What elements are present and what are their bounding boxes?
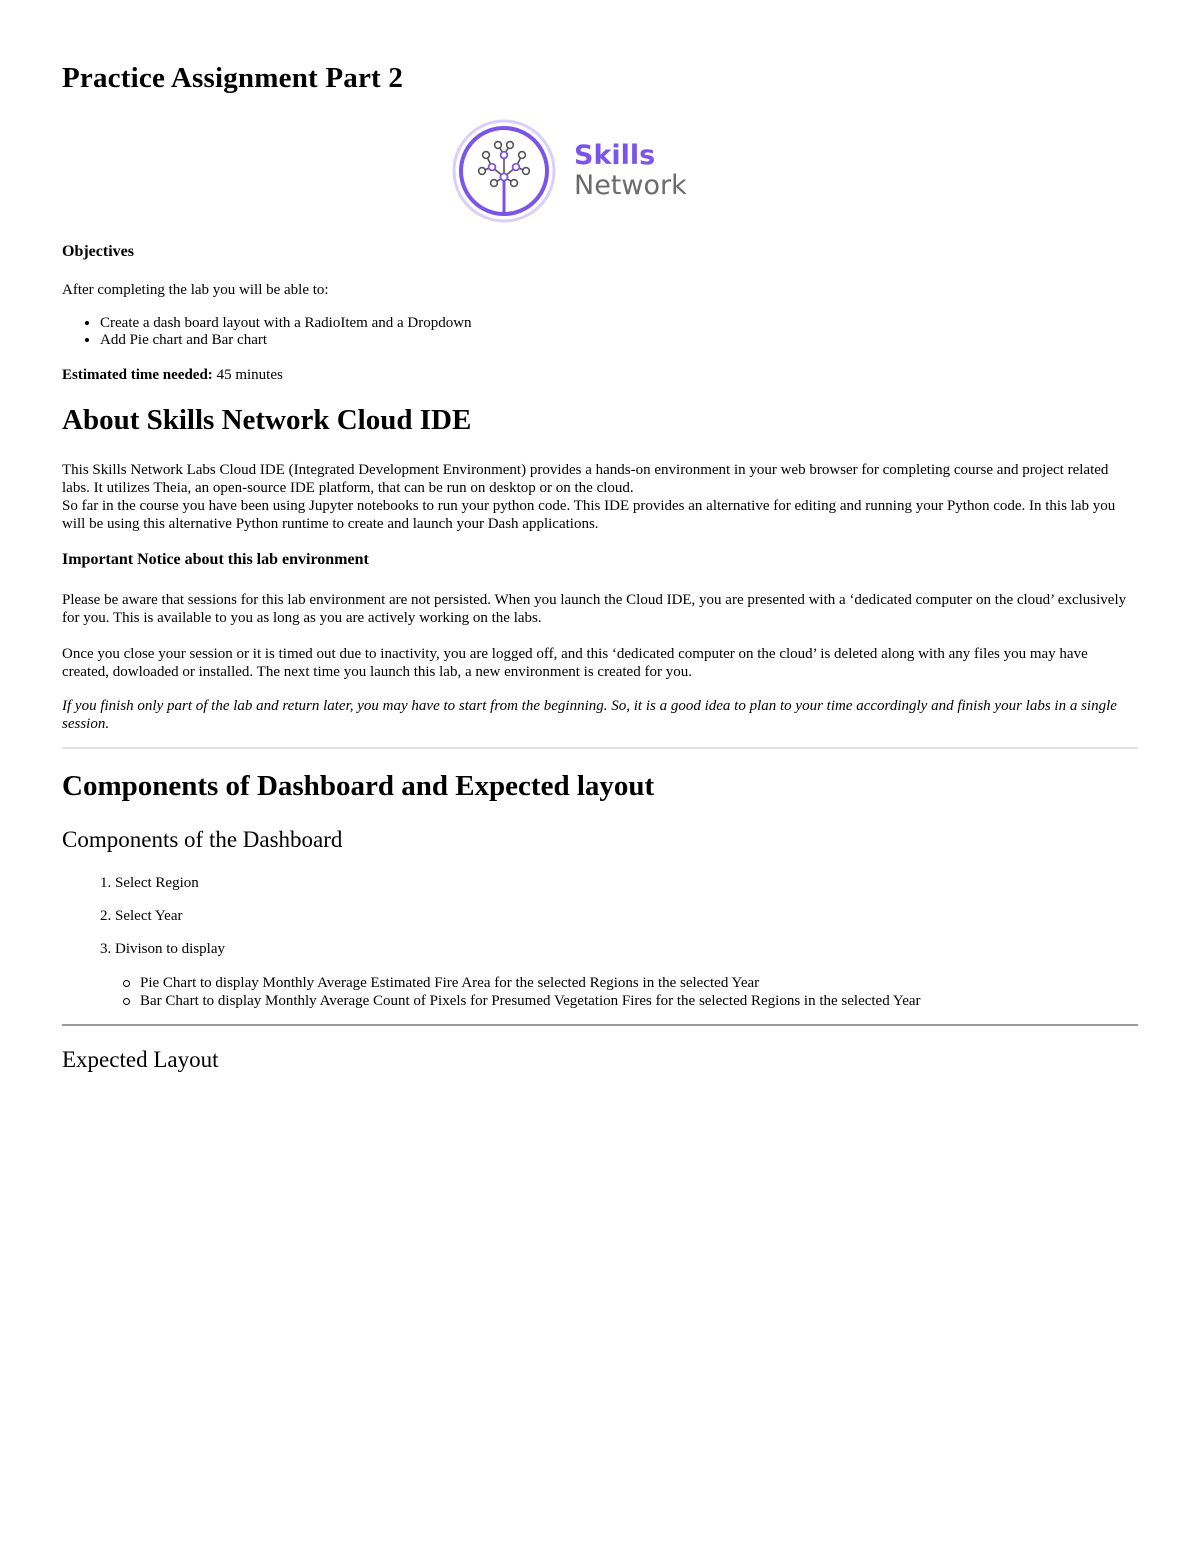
objectives-heading: Objectives — [62, 243, 134, 260]
division-sub-list — [140, 974, 921, 1010]
list-item: 2. Select Year — [100, 908, 183, 924]
list-item: • Create a dash board layout with a RadioItem and a Dropdown — [100, 315, 472, 332]
logo-brand-top: Skills — [574, 139, 656, 171]
components-steps — [62, 874, 225, 973]
skills-network-logo — [452, 118, 702, 224]
about-heading: About Skills Network Cloud IDE — [62, 404, 472, 436]
divider — [62, 1024, 1138, 1026]
notice-para-3 — [62, 697, 1138, 733]
estimated-time-value: 45 minutes — [212, 367, 283, 383]
about-para-2: So far in the course you have been using Jupyter notebooks to run your python code. This IDE provides an alternative for editing and running your Python code. In this lab you will be using this alternative Python runtime to create and launch your Dash applications. — [62, 498, 1116, 532]
notice-para-1: Please be aware that sessions for this lab environment are not persisted. When you launch the Cloud IDE, you are presented with a ‘dedicated computer on the cloud’ exclusively for you. This is available to you as long as you are actively working on the labs. — [62, 592, 1127, 626]
logo-brand-bottom: Network — [574, 170, 687, 201]
about-text — [62, 461, 1138, 533]
about-para-1: This Skills Network Labs Cloud IDE (Integrated Development Environment) provides a hands-on environment in your web browser for completing course and project related labs. It utilizes Theia, an open-source IDE platform, that can be run on desktop or on the cloud. — [62, 462, 1109, 496]
list-item: 1. Select Region — [100, 875, 199, 891]
components-heading: Components of Dashboard and Expected layout — [62, 770, 655, 802]
skills-network-tree-icon — [452, 119, 556, 223]
notice-italic: If you finish only part of the lab and return later, you may have to start from the beginning. So, it is a good idea to plan to your time accordingly and finish your labs in a single session. — [62, 698, 1117, 732]
list-item: Pie Chart to display Monthly Average Estimated Fire Area for the selected Regions in the selected Year — [140, 974, 921, 992]
notice-heading: Important Notice about this lab environment — [62, 551, 369, 568]
list-item: Bar Chart to display Monthly Average Count of Pixels for Presumed Vegetation Fires for the selected Regions in the selected Year — [140, 993, 921, 1009]
estimated-time — [62, 366, 283, 384]
notice-para-2: Once you close your session or it is timed out due to inactivity, you are logged off, and this ‘dedicated computer on the cloud’ is deleted along with any files you may have created, dowloaded or installed. The next time you launch this lab, a new environment is created for you. — [62, 646, 1088, 680]
objectives-intro: After completing the lab you will be able to: — [62, 282, 329, 298]
divider — [62, 747, 1138, 749]
objectives-list — [62, 315, 472, 349]
expected-layout-heading: Expected Layout — [62, 1047, 219, 1072]
page-title: Practice Assignment Part 2 — [62, 62, 404, 94]
list-item: 3. Divison to display — [100, 941, 226, 957]
components-subheading: Components of the Dashboard — [62, 827, 343, 852]
list-item: • Add Pie chart and Bar chart — [100, 332, 472, 349]
estimated-time-label: Estimated time needed: — [62, 367, 213, 383]
